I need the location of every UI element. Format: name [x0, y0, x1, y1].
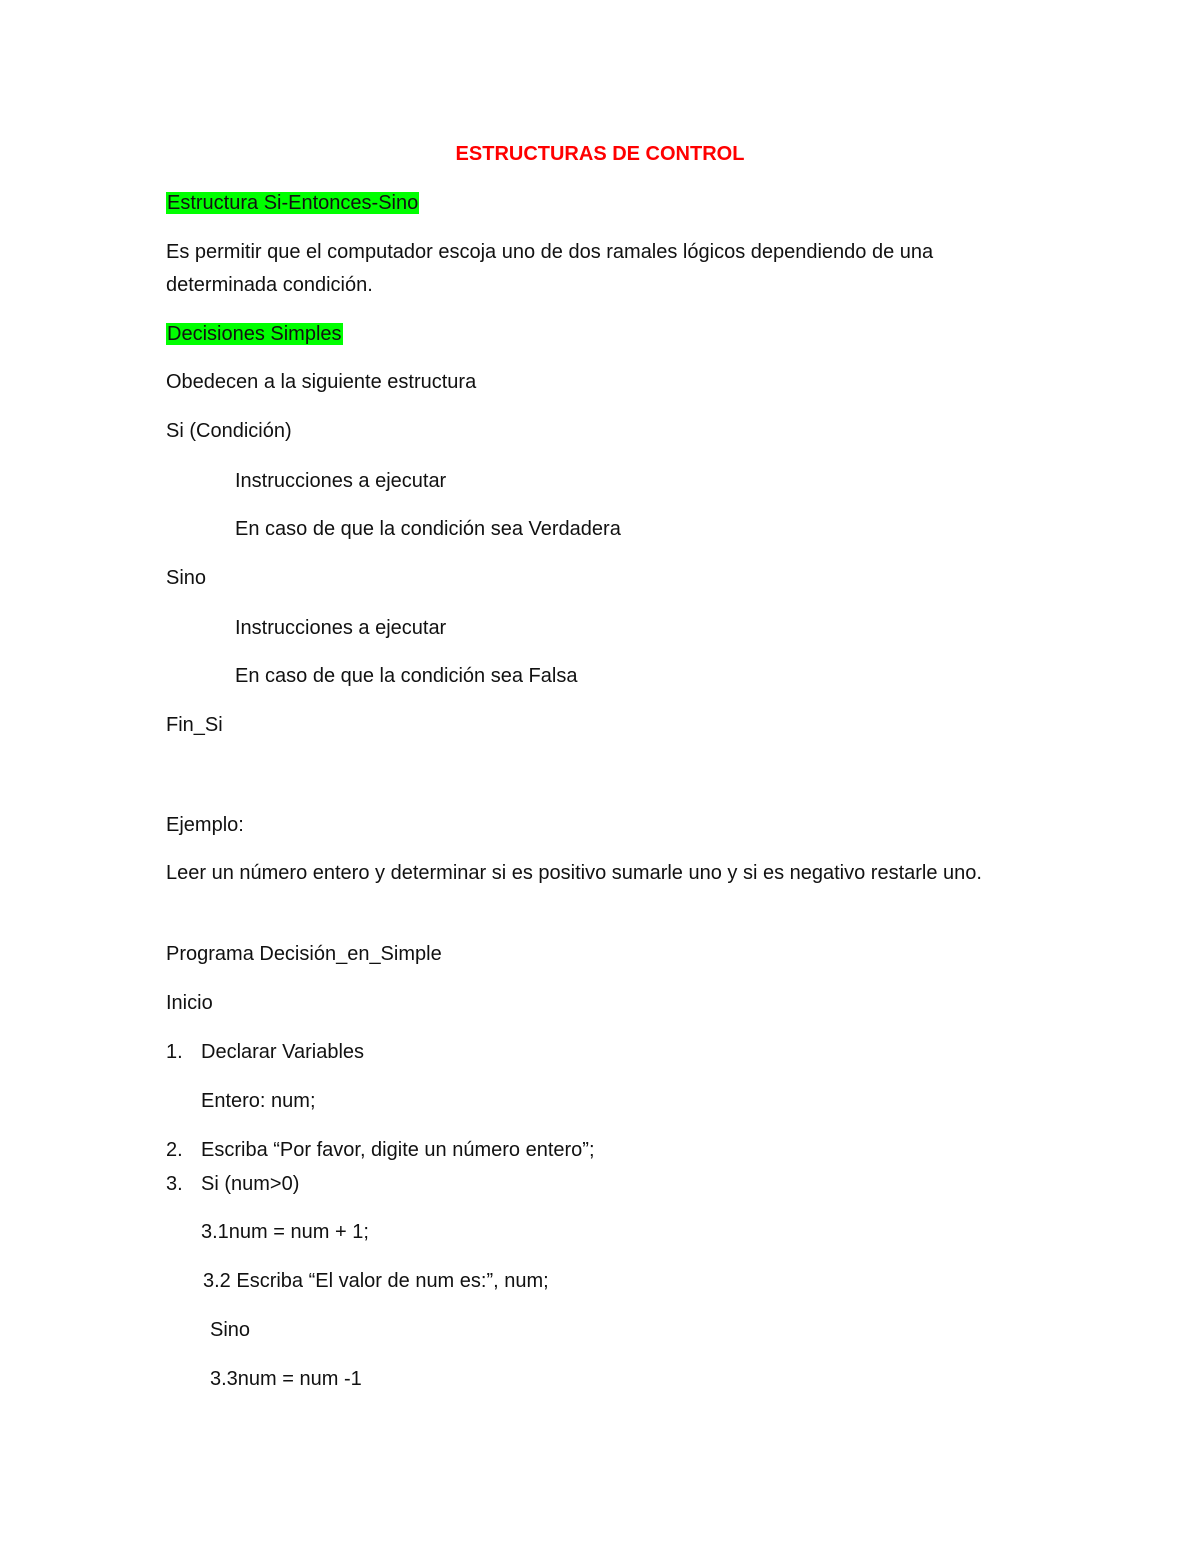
list-number: 1.	[166, 1041, 183, 1063]
ejemplo-heading: Ejemplo:	[166, 814, 244, 836]
step-1-sub-line: Entero: num;	[201, 1090, 316, 1112]
list-item-step-1	[166, 1039, 364, 1065]
list-number: 2.	[166, 1139, 183, 1161]
list-number: 3.	[166, 1173, 183, 1195]
instrucciones-line-2: Instrucciones a ejecutar	[235, 617, 447, 639]
intro-paragraph: Es permitir que el computador escoja uno de dos ramales lógicos dependiendo de una determinada condición.	[166, 241, 934, 296]
si-condicion-line: Si (Condición)	[166, 420, 292, 442]
programa-line: Programa Decisión_en_Simple	[166, 943, 442, 965]
heading-decisiones-simples	[166, 321, 343, 347]
sino-line: Sino	[166, 567, 207, 589]
step-3-3-line: 3.3num = num -1	[210, 1368, 362, 1390]
list-item-text: Si (num>0)	[201, 1173, 300, 1195]
ejemplo-paragraph: Leer un número entero y determinar si es positivo sumarle uno y si es negativo restarle uno.	[166, 862, 982, 884]
sino-line-2: Sino	[210, 1319, 251, 1341]
inicio-line: Inicio	[166, 992, 213, 1014]
step-3-2-line: 3.2 Escriba “El valor de num es:”, num;	[203, 1270, 549, 1292]
highlighted-heading-text: Estructura Si-Entonces-Sino	[167, 192, 419, 214]
highlighted-heading-text: Decisiones Simples	[167, 323, 342, 345]
caso-verdadera-line: En caso de que la condición sea Verdadera	[235, 518, 621, 540]
step-3-1-line: 3.1num = num + 1;	[201, 1221, 369, 1243]
list-item-text: Escriba “Por favor, digite un número entero”;	[201, 1139, 595, 1161]
list-item-text: Declarar Variables	[201, 1041, 365, 1063]
list-item-step-3	[166, 1171, 299, 1197]
instrucciones-line-1: Instrucciones a ejecutar	[235, 470, 447, 492]
heading-si-entonces-sino	[166, 190, 419, 216]
caso-falsa-line: En caso de que la condición sea Falsa	[235, 665, 578, 687]
document-title: ESTRUCTURAS DE CONTROL	[455, 143, 745, 165]
structure-intro-line: Obedecen a la siguiente estructura	[166, 371, 477, 393]
fin-si-line: Fin_Si	[166, 714, 223, 736]
list-item-step-2	[166, 1137, 595, 1163]
